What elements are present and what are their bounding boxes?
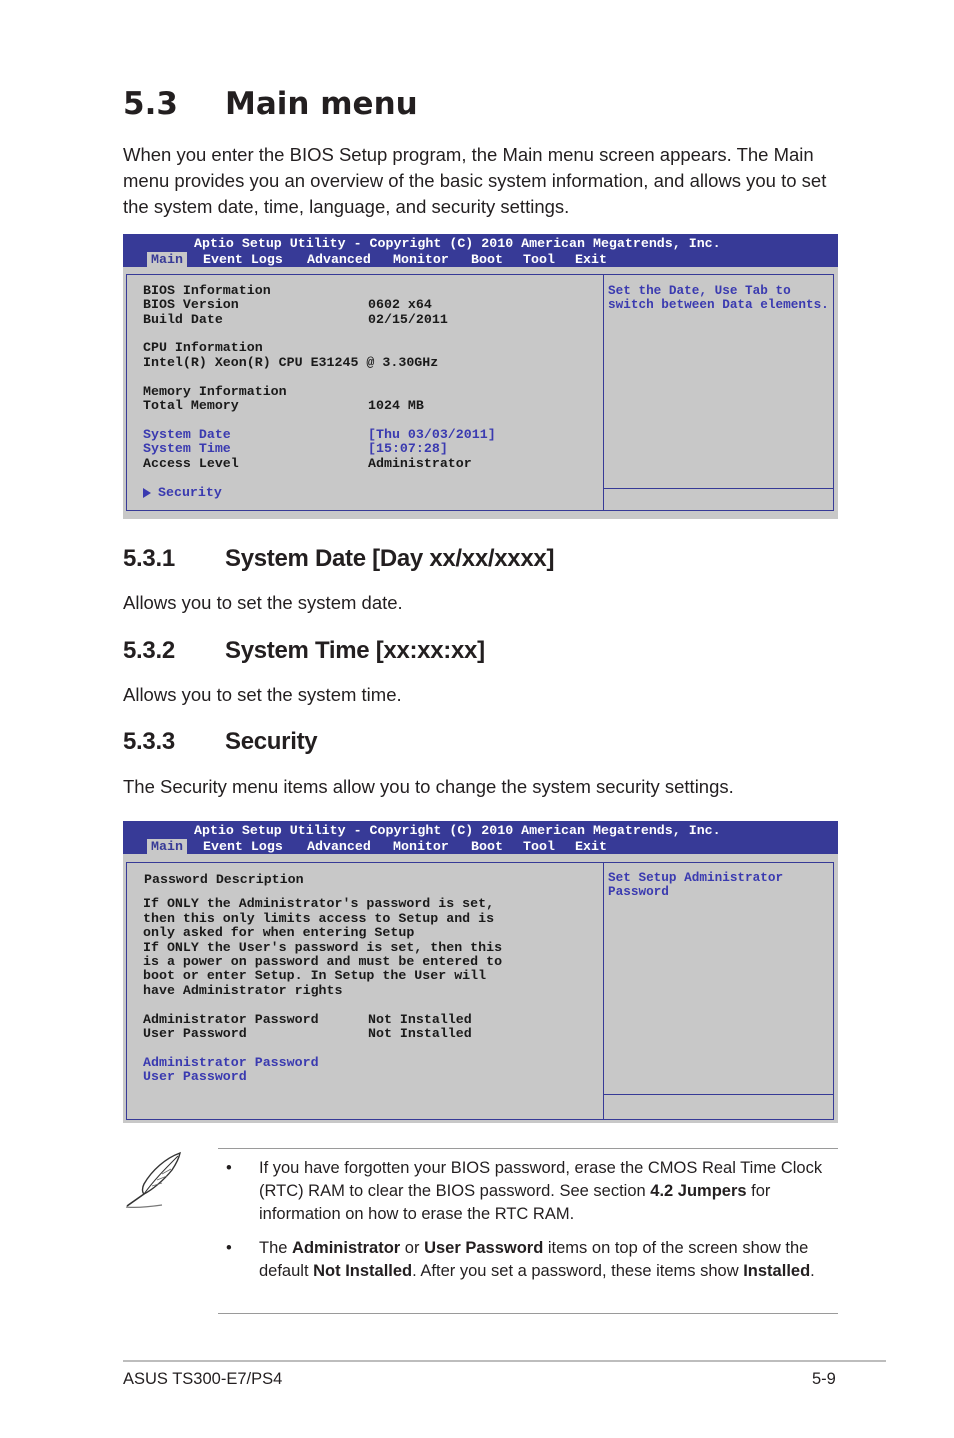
cpu-name: Intel(R) Xeon(R) CPU E31245 @ 3.30GHz [143,355,439,370]
total-memory-value: 1024 MB [368,398,424,413]
system-date-label[interactable]: System Date [143,427,231,442]
system-time-value[interactable]: [15:07:28] [368,441,448,456]
section-number: 5.3.3 [123,728,175,755]
security-submenu-item[interactable]: Security [158,485,222,500]
bios-menu-boot[interactable]: Boot [471,252,503,267]
help-text-line2: Password [608,884,669,899]
note-text: If you have forgotten your BIOS password, erase the CMOS Real Time Clock (RTC) RAM to clear the BIOS password. See section [259,1159,823,1200]
page-title [123,86,418,122]
note-text: for information on how to erase the RTC RAM. [259,1182,771,1223]
note-bold: Not Installed [313,1262,413,1280]
note-text: items on top of the screen show the default [259,1239,809,1280]
note-bold-reference: 4.2 Jumpers [650,1182,747,1200]
footer-page-number: 5-9 [812,1370,836,1388]
bios-menu-exit[interactable]: Exit [575,252,607,267]
section-number: 5.3.1 [123,545,175,572]
admin-password-status-label: Administrator Password [143,1012,319,1027]
bios-menu-tool[interactable]: Tool [523,252,555,267]
submenu-arrow-icon [143,488,151,498]
note-text: The [259,1239,293,1257]
memory-info-label: Memory Information [143,384,287,399]
access-level-value: Administrator [368,456,472,471]
note-bold: Installed [743,1262,811,1280]
note-bullet: • [226,1159,232,1177]
note-bullet-2 [259,1237,829,1283]
bios-title: Aptio Setup Utility - Copyright (C) 2010 American Megatrends, Inc. [194,823,721,838]
bios-version-value: 0602 x64 [368,297,432,312]
bios-title-bar [123,821,838,854]
note-bullet: • [226,1239,232,1257]
bios-menu-main[interactable]: Main [147,839,187,854]
help-text-line2: switch between Data elements. [608,297,829,312]
section-5-3-2-heading [123,637,485,665]
footer-product-name: ASUS TS300-E7/PS4 [123,1370,283,1388]
password-description-line: is a power on password and must be entered to [143,954,503,969]
password-description-line: then this only limits access to Setup and is [143,911,495,926]
note-text: . [810,1262,815,1280]
intro-paragraph: When you enter the BIOS Setup program, the Main menu screen appears. The Main menu provides you an overview of the basic system information, and allows you to set the system date, time, language, and security settings. [123,144,827,217]
help-text-line1: Set the Date, Use Tab to [608,283,791,298]
total-memory-label: Total Memory [143,398,239,413]
section-title: System Date [Day xx/xx/xxxx] [225,545,555,572]
section-5-3-1-heading [123,545,554,573]
note-bullet-1 [259,1157,829,1226]
section-title: Main menu [225,86,418,122]
bios-screen-main [123,234,838,519]
section-number: 5.3 [123,86,178,122]
section-number: 5.3.2 [123,637,175,664]
user-password-item[interactable]: User Password [143,1069,247,1084]
bios-menu-monitor[interactable]: Monitor [393,839,449,854]
cpu-info-label: CPU Information [143,340,263,355]
bios-title: Aptio Setup Utility - Copyright (C) 2010 American Megatrends, Inc. [194,236,721,251]
section-5-3-3-desc: The Security menu items allow you to change the system security settings. [123,776,734,797]
quill-note-icon [122,1150,186,1210]
user-password-status-value: Not Installed [368,1026,472,1041]
build-date-value: 02/15/2011 [368,312,448,327]
bios-help-pane [603,862,834,1120]
password-description-line: only asked for when entering Setup [143,925,415,940]
note-text: . After you set a password, these items show [412,1262,744,1280]
bios-menu-main[interactable]: Main [147,252,187,267]
bios-help-footer [603,488,834,511]
user-password-status-label: User Password [143,1026,247,1041]
bios-menu-exit[interactable]: Exit [575,839,607,854]
section-5-3-3-heading [123,728,317,756]
password-description-line: have Administrator rights [143,983,343,998]
system-time-label[interactable]: System Time [143,441,231,456]
note-bottom-rule [218,1313,838,1314]
system-date-value[interactable]: [Thu 03/03/2011] [368,427,496,442]
note-top-rule [218,1148,838,1149]
bios-help-footer [603,1094,834,1120]
note-bold: User Password [424,1239,544,1257]
section-5-3-2-desc: Allows you to set the system time. [123,684,402,705]
admin-password-item[interactable]: Administrator Password [143,1055,319,1070]
bios-menu-monitor[interactable]: Monitor [393,252,449,267]
bios-menu-event-logs[interactable]: Event Logs [203,839,283,854]
bios-menu-advanced[interactable]: Advanced [307,839,371,854]
build-date-label: Build Date [143,312,223,327]
admin-password-status-value: Not Installed [368,1012,472,1027]
password-description-label: Password Description [144,872,304,887]
section-title: System Time [xx:xx:xx] [225,637,485,664]
bios-menu-tool[interactable]: Tool [523,839,555,854]
bios-title-bar [123,234,838,267]
section-5-3-1-desc: Allows you to set the system date. [123,592,403,613]
note-bold: Administrator [292,1239,401,1257]
access-level-label: Access Level [143,456,239,471]
bios-menu-advanced[interactable]: Advanced [307,252,371,267]
help-text-line1: Set Setup Administrator [608,870,784,885]
bios-version-label: BIOS Version [143,297,239,312]
bios-menu-boot[interactable]: Boot [471,839,503,854]
password-description-line: If ONLY the User's password is set, then this [143,940,503,955]
footer-rule [123,1360,886,1362]
password-description-line: boot or enter Setup. In Setup the User will [143,968,487,983]
password-description-line: If ONLY the Administrator's password is set, [143,896,495,911]
section-title: Security [225,728,318,755]
bios-info-label: BIOS Information [143,283,271,298]
note-text: or [400,1239,425,1257]
bios-menu-event-logs[interactable]: Event Logs [203,252,283,267]
bios-screen-security [123,821,838,1123]
